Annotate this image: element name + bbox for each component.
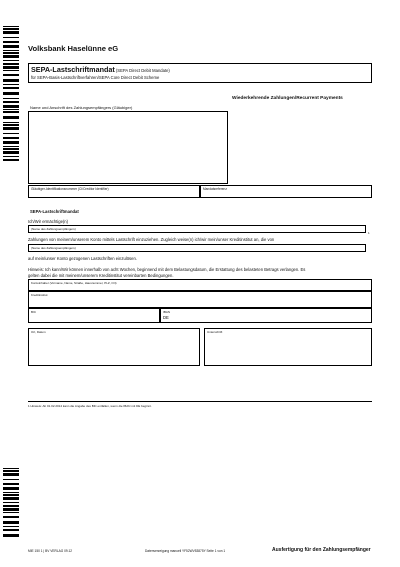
barcode-bar xyxy=(3,26,19,27)
bic-field[interactable] xyxy=(28,308,160,323)
barcode-bar xyxy=(3,156,19,157)
mandate-title-suffix: (SEPA Direct Debit Mandate) xyxy=(114,68,170,73)
iban-label: IBAN xyxy=(163,310,171,314)
barcode-bar xyxy=(3,92,19,95)
barcode-bar xyxy=(3,70,19,71)
barcode-bar xyxy=(3,505,19,507)
debtor-label: Kontoinhaber (Vorname, Name, Straße, Hausnummer, PLZ, Ort) xyxy=(31,281,117,285)
barcode-bar xyxy=(3,534,19,537)
payee-name-field-2[interactable] xyxy=(28,244,366,252)
barcode-bar xyxy=(3,122,19,123)
barcode-bar xyxy=(3,526,19,527)
barcode-bar xyxy=(3,516,19,518)
bank-field[interactable] xyxy=(28,291,372,308)
footer-middle: Datenverzeigung manuell YF52WV53875Y Seite 1 von 1 xyxy=(145,549,226,553)
barcode-bar xyxy=(3,41,19,43)
footer-right: Ausfertigung für den Zahlungsempfänger xyxy=(272,547,371,553)
barcode-bar xyxy=(3,98,19,99)
mandate-title xyxy=(31,65,170,74)
mandate-title-text: SEPA-Lastschriftmandat xyxy=(31,65,115,74)
barcode-bar xyxy=(3,45,19,48)
barcode-bar xyxy=(3,74,19,76)
footnote: 1 Hinweis: Ab 01.02.2014 kann die Angabe des BIC entfallen, wenn die IBAN mit DE beginnt. xyxy=(28,404,152,408)
barcode-bar xyxy=(3,60,19,61)
barcode-bar xyxy=(3,109,19,110)
barcode-bar xyxy=(3,483,19,485)
barcode-bar xyxy=(3,470,19,472)
creditor-id-field[interactable] xyxy=(28,185,200,198)
barcode-bar xyxy=(3,79,19,82)
barcode-bar xyxy=(3,28,19,30)
recurring-payments-label: Wiederkehrende Zahlungen/Recurrent Payments xyxy=(232,96,343,101)
barcode-bar xyxy=(3,105,19,108)
barcode-bar xyxy=(3,127,19,130)
barcode-bar xyxy=(3,124,19,126)
barcode-bar xyxy=(3,159,19,161)
hint-text-2: gelten dabei die mit meinem/unserem Kreditinstitut vereinbarten Bedingungen. xyxy=(28,273,174,278)
barcode-bottom xyxy=(3,468,19,540)
footer-left: MIE 150 1 | BV VERLAG 09.12 xyxy=(28,549,73,553)
barcode-bar xyxy=(3,37,19,38)
payee-name-label: (Name des Zahlungsempfängers) xyxy=(31,226,76,231)
barcode-bar xyxy=(3,66,19,69)
creditor-id-label: Gläubiger-Identifikationsnummer (CI/Creditor Identifier) xyxy=(31,187,109,191)
barcode-bar xyxy=(3,146,19,147)
iban-prefix: DE xyxy=(163,315,169,320)
bank-label: Kreditinstitut xyxy=(31,293,48,297)
barcode-bar xyxy=(3,63,19,65)
creditor-address-field[interactable] xyxy=(28,111,228,184)
barcode-bar xyxy=(3,508,19,511)
barcode-bar xyxy=(3,50,19,51)
bank-name: Volksbank Haselünne eG xyxy=(28,44,119,53)
authorize-text-3: auf mein/unser Konto gezogenen Lastschriften einzulösen. xyxy=(28,256,137,261)
barcode-bar xyxy=(3,473,19,476)
barcode-bar xyxy=(3,148,19,150)
hint-text-1: Hinweis: Ich kann/Wir können innerhalb von acht Wochen, beginnend mit dem Belastungsdatum, die Erstattung des belasteten Betrags verlangen. Es xyxy=(28,267,306,272)
place-date-label: Ort, Datum xyxy=(31,330,46,334)
barcode-bar xyxy=(3,111,19,113)
authorize-text: Ich/Wir ermächtige(n) xyxy=(28,219,69,224)
barcode-bar xyxy=(3,529,19,531)
mandate-subtitle: für SEPA-Basis-Lastschriftverfahren/SEPA Core Direct Debit Scheme xyxy=(31,75,160,80)
barcode-bar xyxy=(3,55,19,58)
mandate-reference-field[interactable] xyxy=(200,185,372,198)
barcode-bar xyxy=(3,487,19,490)
barcode-bar xyxy=(3,101,19,103)
signature-field[interactable] xyxy=(204,328,372,366)
iban-field[interactable] xyxy=(160,308,372,323)
barcode-bar xyxy=(3,116,19,119)
superscript-mark: 1 xyxy=(368,231,370,235)
barcode-bar xyxy=(3,87,19,89)
barcode-bar xyxy=(3,52,19,54)
creditor-label: Name und Anschrift des Zahlungsempfängers (Gläubiger) xyxy=(30,105,133,110)
barcode-bar xyxy=(3,151,19,154)
mandate-title-box xyxy=(28,63,372,83)
place-date-field[interactable] xyxy=(28,328,200,366)
barcode-bar xyxy=(3,133,19,134)
barcode-top xyxy=(3,26,19,162)
sepa-heading: SEPA-Lastschriftmandat xyxy=(30,209,79,214)
barcode-bar xyxy=(3,84,19,85)
barcode-bar xyxy=(3,468,19,469)
barcode-bar xyxy=(3,141,19,144)
barcode-bar xyxy=(3,521,19,524)
debtor-field[interactable] xyxy=(28,279,372,291)
payee-name-label-2: (Name des Zahlungsempfängers) xyxy=(31,245,76,250)
signature-label: Unterschrift xyxy=(207,330,223,334)
barcode-bar xyxy=(3,494,19,496)
barcode-bar xyxy=(3,479,19,480)
authorize-text-2: Zahlungen von meinem/unserem Konto mittels Lastschrift einzuziehen. Zugleich weise(n) ich/wir mein/unser Kreditinstitut an, die von xyxy=(28,237,275,242)
footnote-divider xyxy=(28,401,372,402)
bic-label: BIC xyxy=(31,310,37,314)
barcode-bar xyxy=(3,137,19,139)
barcode-bar xyxy=(3,31,19,34)
barcode-bar xyxy=(3,492,19,493)
barcode-bar xyxy=(3,512,19,513)
barcode-bar xyxy=(3,502,19,503)
payee-name-field[interactable] xyxy=(28,225,366,233)
mandate-reference-label: Mandatsreferenz xyxy=(203,187,227,191)
barcode-bar xyxy=(3,497,19,500)
